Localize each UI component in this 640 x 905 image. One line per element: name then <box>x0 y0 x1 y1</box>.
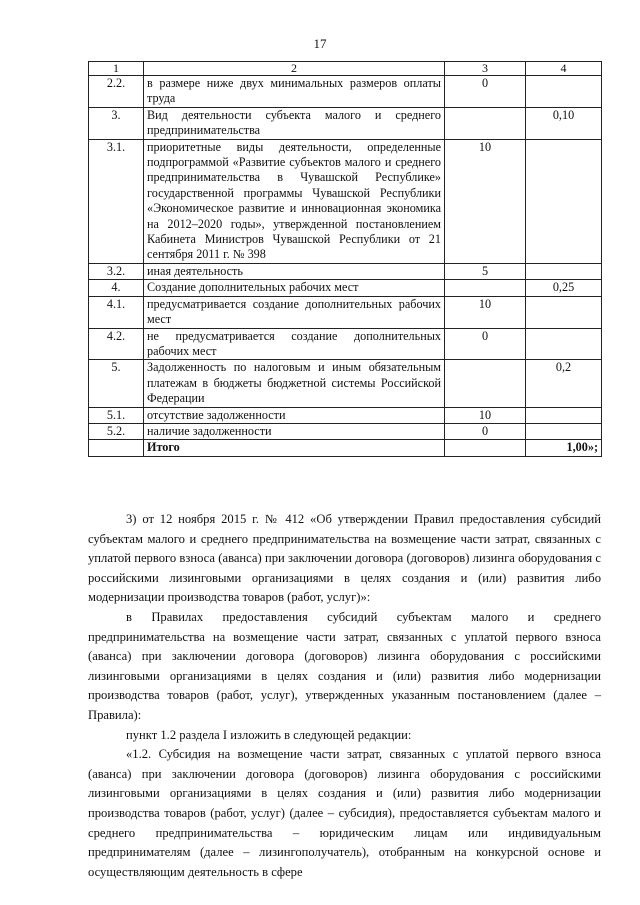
table-row <box>89 423 602 439</box>
body-text <box>88 510 601 882</box>
row-number: 3.1. <box>89 139 144 263</box>
total-number-cell <box>89 440 144 456</box>
row-weight <box>526 423 602 439</box>
header-cell: 3 <box>445 62 526 76</box>
paragraph: 3) от 12 ноября 2015 г. № 412 «Об утверждении Правил предоставления субсидий субъектам малого и среднего предпринимательства на возмещение части затрат, связанных с уплатой первого взноса (аванса) при заключении договора (договоров) лизинга оборудования с российскими лизинговыми организациями в целях создания и (или) развития либо модернизации производства товаров (работ, услуг)»: <box>88 512 601 605</box>
row-weight <box>526 263 602 279</box>
table-row <box>89 360 602 407</box>
row-number: 3. <box>89 107 144 139</box>
row-text: Создание дополнительных рабочих мест <box>144 280 445 296</box>
row-score: 0 <box>445 423 526 439</box>
table-total-row <box>89 440 602 456</box>
row-score: 5 <box>445 263 526 279</box>
table-row <box>89 296 602 328</box>
page-number: 17 <box>313 36 327 51</box>
row-score: 10 <box>445 296 526 328</box>
row-text: наличие задолженности <box>144 423 445 439</box>
row-score: 0 <box>445 328 526 360</box>
table-row <box>89 280 602 296</box>
row-number: 4.1. <box>89 296 144 328</box>
table-row <box>89 407 602 423</box>
row-number: 5.1. <box>89 407 144 423</box>
row-text: Вид деятельности субъекта малого и среднего предпринимательства <box>144 107 445 139</box>
table-row <box>89 263 602 279</box>
row-weight <box>526 407 602 423</box>
row-weight <box>526 328 602 360</box>
row-score <box>445 107 526 139</box>
row-number: 5. <box>89 360 144 407</box>
row-text: иная деятельность <box>144 263 445 279</box>
row-weight <box>526 296 602 328</box>
row-score <box>445 360 526 407</box>
row-text: не предусматривается создание дополнительных рабочих мест <box>144 328 445 360</box>
row-number: 2.2. <box>89 76 144 108</box>
row-score: 0 <box>445 76 526 108</box>
table-header-row <box>89 62 602 76</box>
row-text: предусматривается создание дополнительных рабочих мест <box>144 296 445 328</box>
paragraph: «1.2. Субсидия на возмещение части затрат, связанных с уплатой первого взноса (аванса) при заключении договора (договоров) лизинга оборудования с российскими лизинговыми организациями в целях создания и (или) развития либо модернизации производства товаров (работ, услуг) (далее – субсидия), предоставляется субъектам малого и среднего предпринимательства – юридическим лицам или индивидуальным предпринимателям (далее – лизингополучатель), отобранным на конкурсной основе и осуществляющим деятельность в сфере <box>88 747 601 879</box>
row-score <box>445 280 526 296</box>
total-label: Итого <box>144 440 445 456</box>
row-weight: 0,2 <box>526 360 602 407</box>
row-number: 5.2. <box>89 423 144 439</box>
row-text: приоритетные виды деятельности, определенные подпрограммой «Развитие субъектов малого и среднего предпринимательства в Чувашской Республике» государственной программы Чувашской Республики «Экономическое развитие и инновационная экономика на 2012–2020 годы», утвержденной постановлением Кабинета Министров Чувашской Республики от 21 сентября 2011 г. № 398 <box>144 139 445 263</box>
row-weight: 0,25 <box>526 280 602 296</box>
row-number: 3.2. <box>89 263 144 279</box>
row-number: 4.2. <box>89 328 144 360</box>
table-row <box>89 107 602 139</box>
row-weight: 0,10 <box>526 107 602 139</box>
total-score-cell <box>445 440 526 456</box>
row-weight <box>526 139 602 263</box>
header-cell: 4 <box>526 62 602 76</box>
total-value: 1,00»; <box>526 440 602 456</box>
table-row <box>89 328 602 360</box>
paragraph: в Правилах предоставления субсидий субъектам малого и среднего предпринимательства на возмещение части затрат, связанных с уплатой первого взноса (аванса) при заключении договора (договоров) лизинга оборудования с российскими лизинговыми организациями в целях создания и (или) развития либо модернизации производства товаров (работ, услуг), утвержденных указанным постановлением (далее – Правила): <box>88 609 601 722</box>
row-weight <box>526 76 602 108</box>
table-row <box>89 139 602 263</box>
row-text: Задолженность по налоговым и иным обязательным платежам в бюджеты бюджетной системы Российской Федерации <box>144 360 445 407</box>
header-cell: 2 <box>144 62 445 76</box>
header-cell: 1 <box>89 62 144 76</box>
criteria-table <box>88 61 602 457</box>
paragraph: пункт 1.2 раздела I изложить в следующей редакции: <box>126 727 412 742</box>
row-text: в размере ниже двух минимальных размеров оплаты труда <box>144 76 445 108</box>
row-text: отсутствие задолженности <box>144 407 445 423</box>
row-score: 10 <box>445 407 526 423</box>
table-row <box>89 76 602 108</box>
row-score: 10 <box>445 139 526 263</box>
row-number: 4. <box>89 280 144 296</box>
